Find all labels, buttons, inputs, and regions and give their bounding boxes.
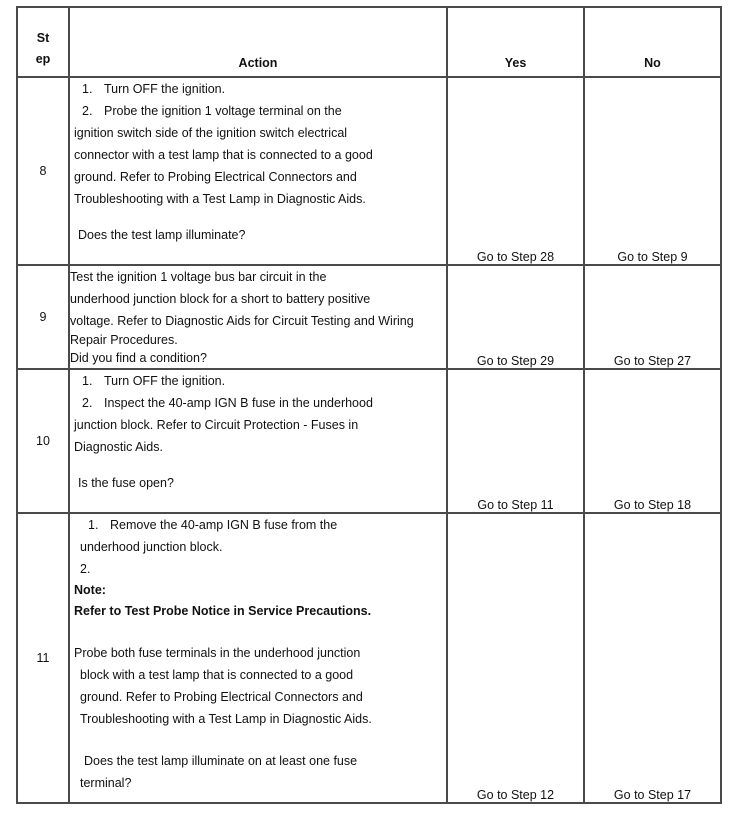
action-text: ignition switch side of the ignition switch electrical (74, 126, 348, 140)
note-label: Note: (74, 583, 106, 597)
action-question: Did you find a condition? (70, 351, 207, 365)
header-step (17, 7, 69, 77)
action-text: block with a test lamp that is connected to a good (80, 668, 354, 682)
action-question: Does the test lamp illuminate? (78, 228, 246, 242)
step-number: 9 (17, 265, 69, 369)
yes-result: Go to Step 11 (447, 369, 584, 513)
action-text: junction block. Refer to Circuit Protection - Fuses in (74, 418, 359, 432)
table-row (17, 265, 721, 369)
action-cell (69, 77, 447, 265)
diagnostic-table (16, 6, 722, 804)
list-item: 2. Inspect the 40-amp IGN B fuse in the underhood (82, 396, 373, 410)
no-result: Go to Step 17 (584, 513, 721, 803)
action-text: voltage. Refer to Diagnostic Aids for Circuit Testing and Wiring (70, 314, 414, 328)
step-number: 10 (17, 369, 69, 513)
no-result: Go to Step 18 (584, 369, 721, 513)
header-step-line-2: ep (35, 52, 51, 66)
step-number: 11 (17, 513, 69, 803)
action-text: Troubleshooting with a Test Lamp in Diagnostic Aids. (80, 712, 372, 726)
list-item: 1. Remove the 40-amp IGN B fuse from the (88, 518, 338, 532)
no-result: Go to Step 27 (584, 265, 721, 369)
header-step-line-1: St (36, 31, 50, 45)
header-action: Action (69, 7, 447, 77)
action-question: Is the fuse open? (78, 476, 174, 490)
table-row (17, 513, 721, 803)
list-item: 1. Turn OFF the ignition. (82, 374, 226, 388)
yes-result: Go to Step 28 (447, 77, 584, 265)
action-text: Repair Procedures. (70, 333, 178, 347)
action-text: Probe both fuse terminals in the underhood junction (74, 646, 361, 660)
list-item: 1. Turn OFF the ignition. (82, 82, 226, 96)
no-result: Go to Step 9 (584, 77, 721, 265)
action-cell (69, 265, 447, 369)
action-text: Troubleshooting with a Test Lamp in Diagnostic Aids. (74, 192, 366, 206)
header-no: No (584, 7, 721, 77)
action-text: underhood junction block for a short to battery positive (70, 292, 371, 306)
header-yes: Yes (447, 7, 584, 77)
action-text: Diagnostic Aids. (74, 440, 163, 454)
action-text: Test the ignition 1 voltage bus bar circuit in the (70, 270, 327, 284)
action-text: ground. Refer to Probing Electrical Connectors and (74, 170, 357, 184)
yes-result: Go to Step 29 (447, 265, 584, 369)
action-question: terminal? (80, 776, 132, 790)
action-text: underhood junction block. (80, 540, 223, 554)
yes-result: Go to Step 12 (447, 513, 584, 803)
list-item: 2. Probe the ignition 1 voltage terminal on the (82, 104, 342, 118)
action-text: ground. Refer to Probing Electrical Connectors and (80, 690, 363, 704)
action-cell (69, 369, 447, 513)
list-item: 2. (80, 562, 91, 576)
step-number: 8 (17, 77, 69, 265)
header-row (17, 7, 721, 77)
action-cell (69, 513, 447, 803)
table-row (17, 77, 721, 265)
action-question: Does the test lamp illuminate on at least one fuse (84, 754, 358, 768)
note-text: Refer to Test Probe Notice in Service Precautions. (74, 604, 372, 618)
action-text: connector with a test lamp that is connected to a good (74, 148, 373, 162)
table-row (17, 369, 721, 513)
